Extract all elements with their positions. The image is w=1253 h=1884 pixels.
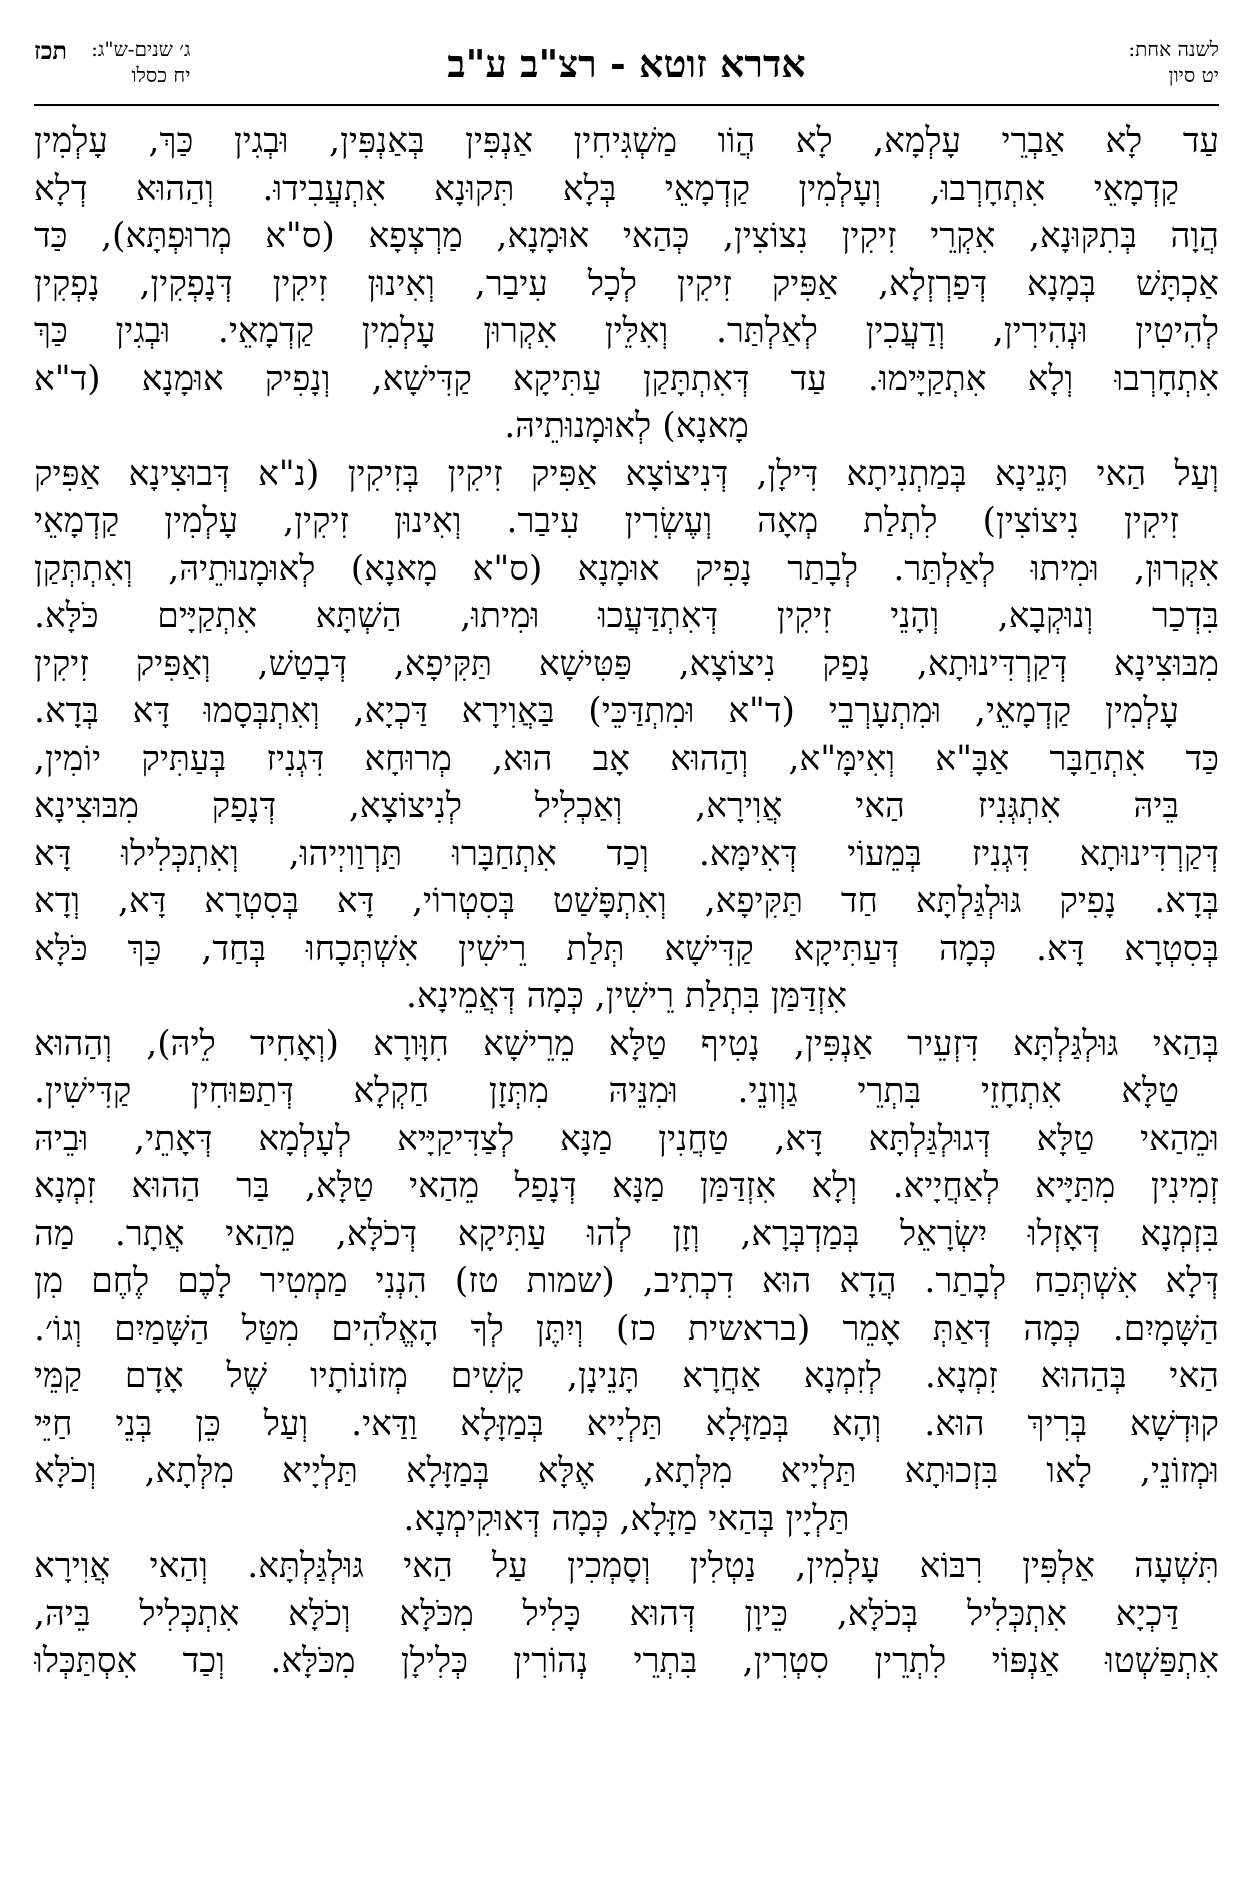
text-line: תִּשְׁעָה אַלְפִּין רִבּוֹא עָלְמִין, נַטְלִין וְסָמְכִין עַל הַאי גּוּלְגַּלְתָּא. וְהַאי אֲוִירָא [34,1546,1219,1586]
text-line: קַדְמָאֵי אִתְחָרְבוּ, וְעָלְמִין קַדְמָאֵי בְּלָא תִּקוּנָא אִתְעֲבִידוּ. וְהַהוּא דְלָא [34,168,1179,209]
text-line: כַּד אִתְחַבָּר אַבָּ"א וְאִימָּ"א, וְהַהוּא אָב הוּא, מְרוּחָא דִּגְנִיז בְּעַתִּיק יוֹמִין, [34,738,1219,779]
header-three-years-dates [91,36,190,88]
text-line: דְּקַרְדִּינוּתָא דִּגְנִיז בְּמֵעוֹי דְּאִימָּא. וְכַד אִתְחַבָּרוּ תַּרְוַויְיהוּ, וְאִתְכְּלִילוּ דָּא [34,833,1219,874]
text-line: הֲוָה בְּתִקּוּנָא, אִקְרֵי זִיקִין נִצוֹצִין, כְּהַאי אוּמָנָא, מַרְצְפָא (ס"א מְרוּפְתָּא), כַּד [34,216,1219,256]
text-line: וּמֵהַאי טַלָּא דְּגוּלְגַּלְתָּא דָּא, טַחֲנִין מַנָּא לְצַדִּיקַיָּיא לְעָלְמָא דְּאָתֵי, וּבֵיהּ [34,1118,1219,1159]
page-number: תכז [34,36,68,65]
text-line: וְעַל הַאי תָּנֵינָא בְּמַתְנִיתָא דִּילָן, דְּנִיצוֹצָא אַפִּיק זִיקִין בְּזִיקִין (נ"א דְּבוּצִינָא אַפִּיק [34,453,1219,494]
text-line: אִזְדַּמַּן בִּתְלַת רֵישִׁין, כְּמָה דְּאֲמֵינָא. [406,976,847,1016]
header-three-years-label: ג׳ שנים-ש"ג: [91,37,191,61]
header-schedule-three-years [34,36,191,88]
text-line: מִבּוּצִינָא דְּקַרְדִּינוּתָא, נָפַק נִיצוֹצָא, פַּטִּישָׁא תַּקִּיפָא, דְּבָטַשׁ, וְאַפִּיק זִיקִין [34,643,1219,684]
text-body [34,118,1219,1686]
text-line: טַלָּא אִתְחָזֵי בִּתְרֵי גַוְונֵי. וּמִנֵּיהּ מִתְּזָן חַקְלָא דְּתַפּוּחִין קַדִּישִׁין. [34,1071,1179,1111]
header-schedule-date: יט סיון [1168,63,1219,87]
text-line: דְּלָא אִשְׁתְּכַח לְבָתַר. הֲדָא הוּא דִכְתִיב, (שמות טז) הִנְנִי מַמְטִיר לָכֶם לֶחֶם מִן [34,1261,1219,1301]
text-line: בְּדָא. נָפִיק גּוּלְגַּלְתָּא חַד תַּקִּיפָא, וְאִתְפָּשַׁט בְּסִטְרוֹי, דָּא בְּסִטְרָא דָּא, וְדָא [34,881,1219,921]
header-schedule-label: לשנה אחת: [1128,37,1219,61]
text-line: עָלְמִין קַדְמָאֵי, וּמִתְעָרְבֵי (ד"א וּמִתְדַּכֵּי) בַּאֲוִירָא דַּכְיָא, וְאִתְבְּסָמוּ דָּא בְּדָא. [34,691,1179,731]
text-line: בִּדְכַר וְנוּקְבָא, וְהָנֵי זִיקִין דְּאִתְדַּעֲכוּ וּמִיתוּ, הַשְׁתָּא אִתְקַיָּים כֹּלָּא. [34,596,1219,636]
text-line: מָאנָא) לְאוּמָנוּתֵיהּ. [504,406,749,446]
text-line: הַשָּׁמָיִם. כְּמָה דְּאַתְּ אָמֵר (בראשית כז) וְיִתֶּן לְךָ הָאֱלֹהִים מִטַּל הַשָּׁמַיִם וְגוֹ׳. [34,1308,1219,1349]
header-three-years-date: יח כסלו [131,63,191,87]
text-line: עַד לָא אַבְרֵי עָלְמָא, לָא הֲוֹו מַשְׁגִּיחִין אַנְפִּין בְּאַנְפִּין, וּבְגִין כַּךְ, עָלְמִין [34,121,1219,161]
text-line: הַאי בְּהַהוּא זִמְנָא. לְזִמְנָא אַחֲרָא תָּנֵינָן, קָשִׁים מְזוֹנוֹתָיו שֶׁל אָדָם קַמֵּי [34,1356,1219,1396]
text-line: בֵּיהּ אִתְגְּנִיז הַאי אֲוִירָא, וְאַכְלִיל לְנִיצוֹצָא, דְּנָפַק מִבּוּצִינָא [34,786,1179,826]
text-line: וּמְזוֹנֵי, לָאו בִּזְכוּתָא תַּלְיָיא מִלְּתָא, אֶלָּא בְּמַזָּלָא תַּלְיָיא מִלְּתָא, וְכֹלָּא [34,1451,1219,1491]
text-line: אַכְתָּשׁ בְּמָנָא דְּפַרְזְלָא, אַפִּיק זִיקִין לְכָל עִיבַר, וְאִינוּן זִיקִין דְּנָפְקִין, נָפְקִין [34,263,1219,304]
text-line: לְהִיטִין וּנְהִירִין, וְדַעֲכִין לְאַלְתַּר. וְאִלֵּין אִקְרוּן עָלְמִין קַדְמָאֵי. וּבְגִין כַּךְ [34,311,1219,351]
text-line: זִיקִין נִיצוֹצִין) לִתְלַת מְאָה וְעֶשְׂרִין עִיבַר. וְאִינוּן זִיקִין, עָלְמִין קַדְמָאֵי [34,501,1179,541]
text-line: קוּדְשָׁא בְּרִיךְ הוּא. וְהָא בְּמַזָּלָא תַּלְיָיא בְּמַזָּלָא וַדַּאי. וְעַל כֵּן בְּנֵי חַיֵּי [34,1403,1219,1444]
text-line: בְּסִטְרָא דָּא. כְּמָה דְּעַתִּיקָא קַדִּישָׁא תְּלַת רֵישִׁין אִשְׁתְּכָחוּ בְּחַד, כַּךְ כֹּלָּא [34,928,1219,969]
page-header [34,36,1219,106]
text-line: אִתְפַּשְׁטוּ אַנְפּוֹי לִתְרֵין סִטְרִין, בִּתְרֵי נְהוֹרִין כְּלִילָן מִכֹּלָּא. וְכַד אִסְתַּכְּלוּ [34,1641,1219,1681]
text-line: בִּזְמְנָא דְּאָזְלוּ יִשְׂרָאֵל בְּמַדְבְּרָא, וְזָן לְהוּ עַתִּיקָא דְּכֹלָּא, מֵהַאי אֲתָר. מַה [34,1213,1219,1254]
text-line: זְמִינִין מִתַּיָּיא לְאַחֲיָיא. וְלָא אִזְדַּמַּן מַנָּא דְּנָפַל מֵהַאי טַלָּא, בַּר הַהוּא זִמְנָא [34,1166,1219,1206]
text-line: אִתְחָרְבוּ וְלָא אִתְקַיָּימוּ. עַד דְּאִתְתָּקַן עַתִּיקָא קַדִּישָׁא, וְנָפִיק אוּמָנָא (ד"א [34,358,1219,399]
text-line: בְּהַאי גּוּלְגַּלְתָּא דִּזְעֵיר אַנְפִּין, נָטִיף טַלָּא מֵרֵישָׁא חִוָּורָא (וְאָחִיד לֵיהּ), וְהַהוּא [34,1023,1219,1064]
text-line: דַּכְיָא אִתְכְּלִיל בְּכֹלָּא, כֵּיוָן דְּהוּא כָּלִיל מִכֹּלָּא וְכֹלָּא אִתְכְּלִיל בֵּיהּ, [34,1593,1179,1634]
text-line: תַּלְיָין בְּהַאי מַזָּלָא, כְּמָה דְּאוּקִימְנָא. [403,1498,850,1539]
text-line: אִקְרוּן, וּמִיתוּ לְאַלְתַּר. לְבָתַר נָפִיק אוּמָנָא (ס"א מָאנָא) לְאוּמָנוּתֵיהּ, וְאִתְתְּקַן [34,548,1219,589]
page-title: אדרא זוטא - רצ"ב ע"ב [447,41,806,86]
